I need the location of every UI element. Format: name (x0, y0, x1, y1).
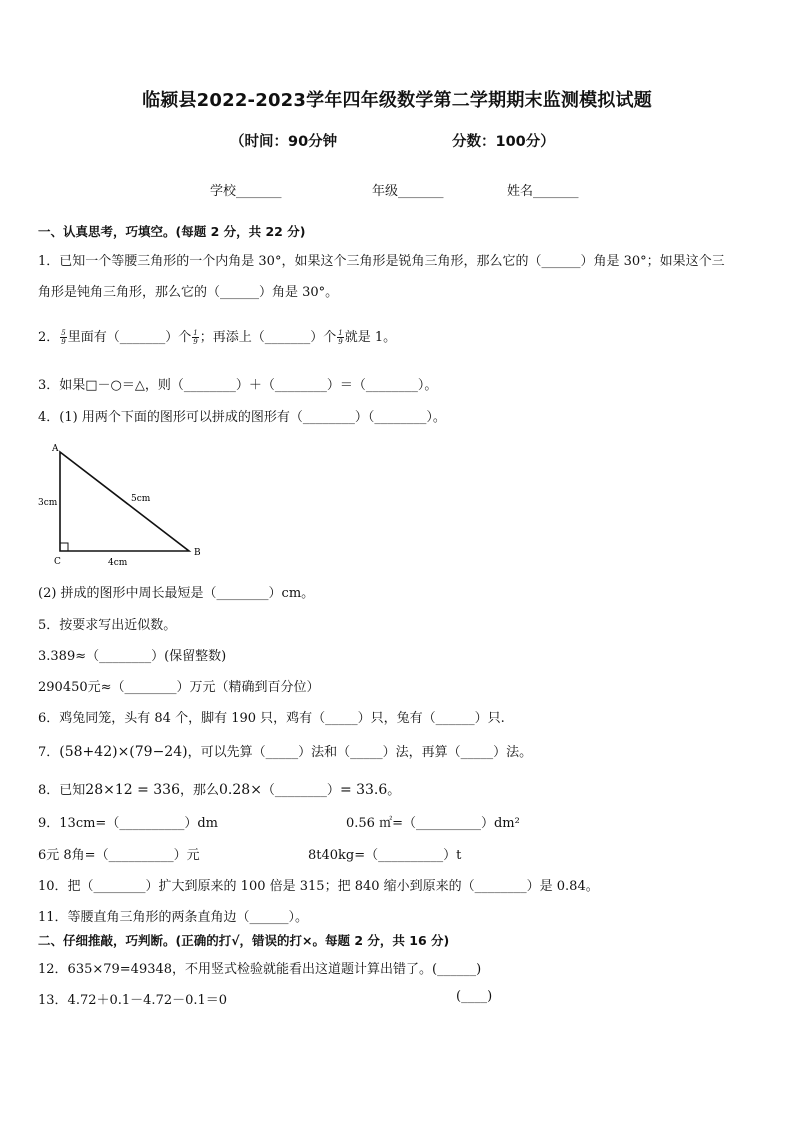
question-11: 11．等腰直角三角形的两条直角边（______）。 (38, 910, 309, 925)
question-2-text-b: ；再添上（_______）个 (199, 330, 337, 345)
fraction-five-ninths (60, 329, 66, 346)
question-7-expression: (58+42)×(79−24) (59, 744, 188, 760)
vertex-b-label: B (194, 548, 201, 558)
question-10: 10．把（________）扩大到原来的 100 倍是 315；把 840 缩小到原来的（________）是 0.84。 (38, 879, 599, 894)
side-ac-length: 3cm (38, 498, 58, 508)
name-field: 姓名_______ (507, 184, 579, 199)
side-cb-length: 4cm (108, 558, 128, 568)
page-title: 临颍县2022-2023学年四年级数学第二学期期末监测模拟试题 (142, 90, 652, 111)
question-2-text-c: 就是 1。 (344, 330, 397, 345)
fraction-one-ninth-2 (337, 329, 343, 346)
question-7-number: 7． (38, 745, 60, 760)
question-7-text: ，可以先算（_____）法和（_____）法，再算（_____）法。 (187, 745, 533, 760)
question-13-blank: (____) (456, 989, 493, 1004)
question-8 (38, 779, 400, 798)
exam-score: 分数：100分） (452, 134, 555, 150)
question-2 (38, 326, 396, 346)
question-8-text-d: 。 (387, 783, 401, 798)
question-1-line-1: 1．已知一个等腰三角形的一个内角是 30°，如果这个三角形是锐角三角形，那么它的（______）角是 30°；如果这个三 (38, 254, 725, 269)
fraction-one-ninth (192, 329, 198, 346)
fraction-denominator: 9 (193, 338, 198, 346)
triangle-shape (60, 452, 189, 551)
vertex-a-label: A (52, 444, 59, 454)
fraction-denominator: 9 (61, 338, 66, 346)
question-5: 5．按要求写出近似数。 (38, 618, 177, 633)
section-2-title: 二、仔细推敲，巧判断。(正确的打√，错误的打×。每题 2 分，共 16 分) (38, 933, 450, 948)
question-1-line-2: 角形是钝角三角形，那么它的（______）角是 30°。 (38, 285, 339, 300)
question-8-text-b: ，那么 (180, 783, 220, 798)
question-8-expression-1: 28×12 = 336 (85, 782, 180, 798)
school-field: 学校_______ (210, 184, 282, 199)
right-triangle-figure (34, 438, 224, 570)
question-9-a: 9．13cm=（__________）dm (38, 816, 218, 831)
vertex-c-label: C (54, 557, 61, 567)
question-8-blank: （________） (261, 783, 340, 798)
question-3: 3．如果□－○＝△，则（________）＋（________）＝（________）。 (38, 378, 438, 393)
question-8-text-a: 8．已知 (38, 783, 86, 798)
fraction-numerator: 5 (61, 329, 66, 337)
right-angle-mark (60, 543, 68, 551)
question-9-d: 8t40kg=（__________）t (308, 848, 462, 863)
question-8-expression-3: = 33.6 (339, 782, 388, 798)
grade-field: 年级_______ (372, 184, 444, 199)
question-9-c: 6元 8角=（__________）元 (38, 848, 200, 863)
question-13: 13．4.72＋0.1－4.72－0.1＝0 (38, 993, 228, 1008)
question-2-number: 2． (38, 330, 60, 345)
question-6: 6．鸡兔同笼，头有 84 个，脚有 190 只，鸡有（_____）只，兔有（______）只. (38, 711, 505, 726)
question-5-b: 290450元≈（________）万元（精确到百分位） (38, 680, 320, 695)
question-7 (38, 741, 532, 760)
question-2-text-a: 里面有（_______）个 (67, 330, 192, 345)
fraction-numerator: 1 (338, 329, 343, 337)
question-4-part-2: (2) 拼成的图形中周长最短是（________）cm。 (38, 586, 315, 601)
side-ab-length: 5cm (131, 494, 151, 504)
question-4-part-1: 4．(1) 用两个下面的图形可以拼成的图形有（________）（________）。 (38, 410, 446, 425)
question-12: 12．635×79=49348，不用竖式检验就能看出这道题计算出错了。(______) (38, 962, 482, 977)
question-5-a: 3.389≈（________）(保留整数) (38, 649, 227, 664)
fraction-denominator: 9 (338, 338, 343, 346)
fraction-numerator: 1 (193, 329, 198, 337)
question-9-b: 0.56 ㎡=（__________）dm² (346, 816, 520, 831)
section-1-title: 一、认真思考，巧填空。(每题 2 分，共 22 分) (38, 224, 306, 239)
question-8-expression-2: 0.28× (219, 782, 262, 798)
exam-time: （时间：90分钟 (230, 134, 338, 150)
